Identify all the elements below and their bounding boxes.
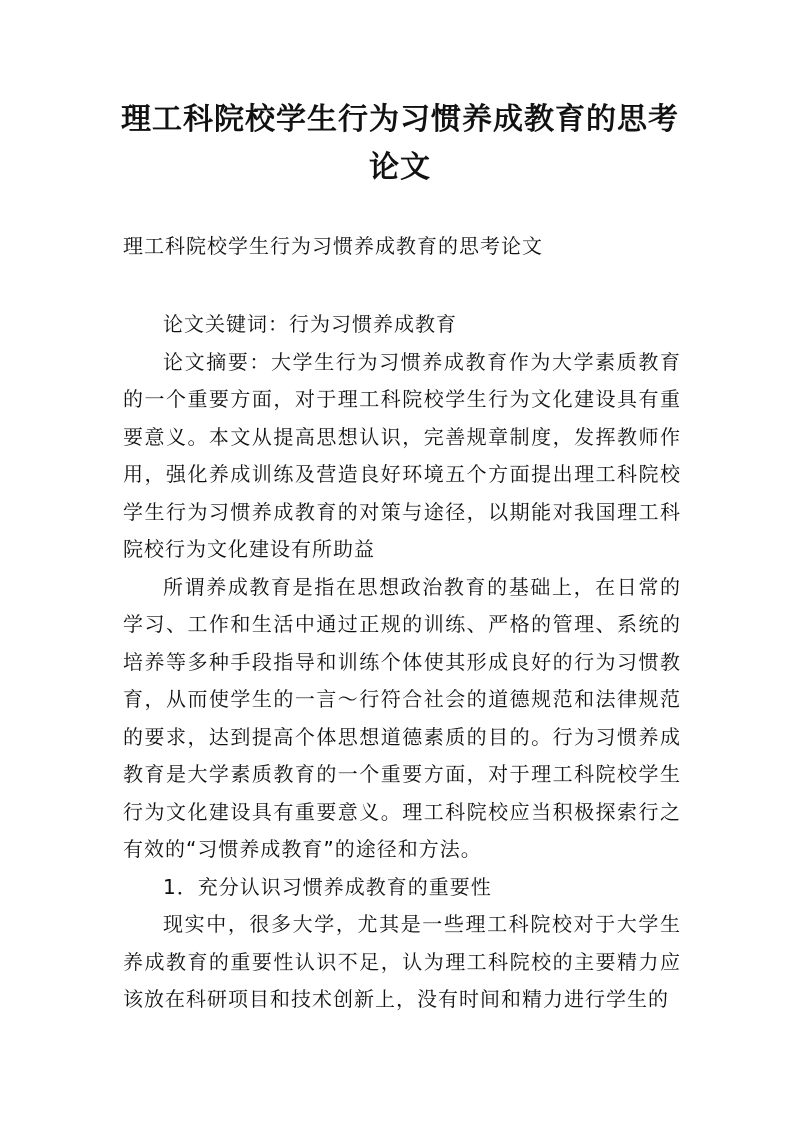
body-paragraph-2: 现实中，很多大学，尤其是一些理工科院校对于大学生养成教育的重要性认识不足，认为理工科院校的主要精力应该放在科研项目和技术创新上，没有时间和精力进行学生的 bbox=[123, 912, 681, 1011]
document-subtitle: 理工科院校学生行为习惯养成教育的思考论文 bbox=[123, 234, 543, 258]
abstract-paragraph: 论文摘要：大学生行为习惯养成教育作为大学素质教育的一个重要方面，对于理工科院校学生行为文化建设具有重要意义。本文从提高思想认识，完善规章制度，发挥教师作用，强化养成训练及营造良好环境五个方面提出理工科院校学生行为习惯养成教育的对策与途径，以期能对我国理工科院校行为文化建设有所助益 bbox=[123, 349, 681, 561]
keywords-paragraph: 论文关键词：行为习惯养成教育 bbox=[163, 312, 457, 336]
body-paragraph-1: 所谓养成教育是指在思想政治教育的基础上，在日常的学习、工作和生活中通过正规的训练、严格的管理、系统的培养等多种手段指导和训练个体使其形成良好的行为习惯教育，从而使学生的一言～行符合社会的道德规范和法律规范的要求，达到提高个体思想道德素质的目的。行为习惯养成教育是大学素质教育的一个重要方面，对于理工科院校学生行为文化建设具有重要意义。理工科院校应当积极探索行之有效的“习惯养成教育”的途径和方法。 bbox=[123, 574, 681, 861]
document-body bbox=[123, 306, 681, 1019]
section-heading-1: 1．充分认识习惯养成教育的重要性 bbox=[163, 874, 492, 899]
document-title: 理工科院校学生行为习惯养成教育的思考论文 bbox=[121, 102, 679, 185]
